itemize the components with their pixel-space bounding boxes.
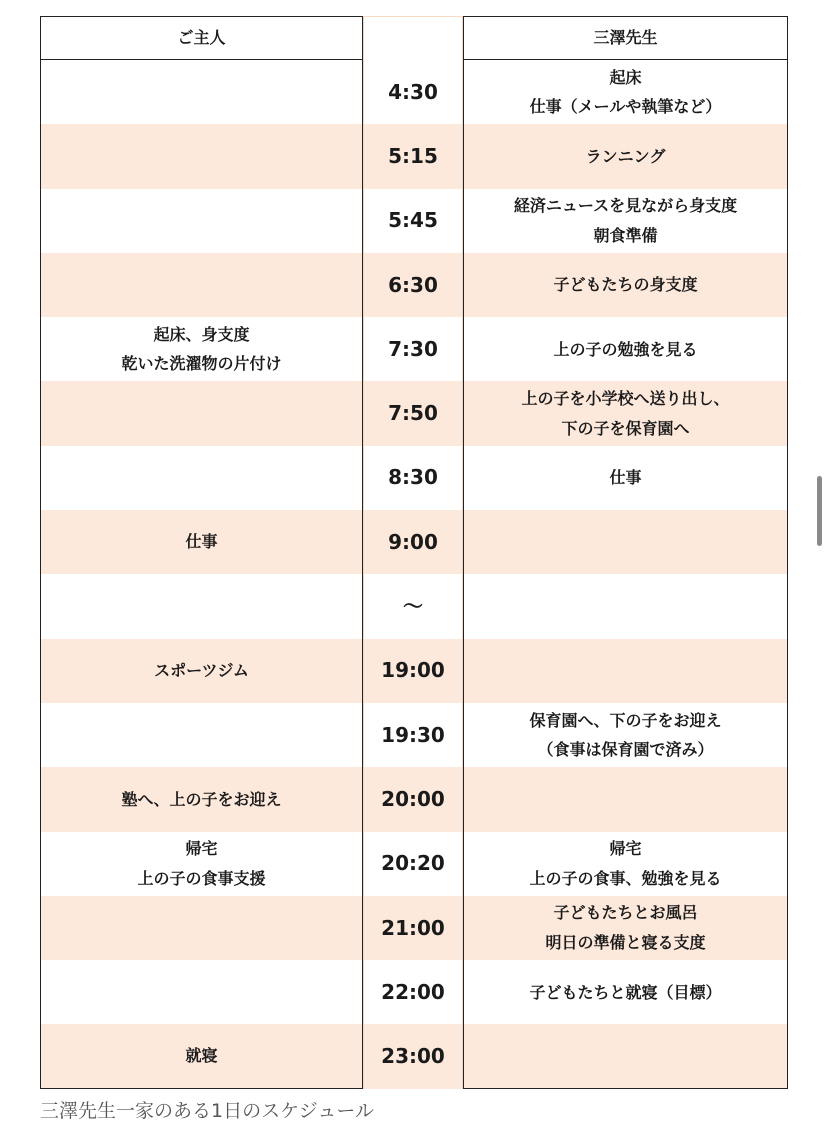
time-cell: 9:00: [363, 510, 463, 574]
figure-caption: 三澤先生一家のある1日のスケジュール: [40, 1100, 374, 1122]
time-cell: 5:15: [363, 124, 463, 188]
teacher-cell: 仕事: [463, 446, 788, 510]
time-cell: 7:30: [363, 317, 463, 381]
teacher-cell: 子どもたちの身支度: [463, 253, 788, 317]
husband-cell: スポーツジム: [40, 639, 363, 703]
schedule-table: [40, 16, 788, 1089]
husband-cell: 塾へ、上の子をお迎え: [40, 767, 363, 831]
time-cell: 19:00: [363, 639, 463, 703]
time-cell: ～: [363, 574, 463, 638]
teacher-cell: 保育園へ、下の子をお迎え （食事は保育園で済み）: [463, 703, 788, 767]
time-cell: 19:30: [363, 703, 463, 767]
teacher-cell: [463, 767, 788, 831]
husband-cell: [40, 960, 363, 1024]
teacher-cell: 子どもたちと就寝（目標）: [463, 960, 788, 1024]
time-cell: 20:00: [363, 767, 463, 831]
time-cell: 22:00: [363, 960, 463, 1024]
husband-cell: 帰宅 上の子の食事支援: [40, 832, 363, 896]
husband-cell: [40, 60, 363, 124]
husband-cell: [40, 896, 363, 960]
time-cell: 21:00: [363, 896, 463, 960]
teacher-cell: 子どもたちとお風呂 明日の準備と寝る支度: [463, 896, 788, 960]
time-cell: 23:00: [363, 1024, 463, 1088]
husband-cell: [40, 446, 363, 510]
time-cell: 8:30: [363, 446, 463, 510]
husband-cell: [40, 189, 363, 253]
teacher-cell: ランニング: [463, 124, 788, 188]
header-time: [363, 16, 463, 60]
husband-cell: [40, 253, 363, 317]
time-cell: 5:45: [363, 189, 463, 253]
teacher-cell: 上の子を小学校へ送り出し、 下の子を保育園へ: [463, 381, 788, 445]
time-cell: 4:30: [363, 60, 463, 124]
husband-cell: [40, 381, 363, 445]
time-cell: 6:30: [363, 253, 463, 317]
teacher-cell: 経済ニュースを見ながら身支度 朝食準備: [463, 189, 788, 253]
husband-cell: 起床、身支度 乾いた洗濯物の片付け: [40, 317, 363, 381]
teacher-cell: 上の子の勉強を見る: [463, 317, 788, 381]
header-husband: ご主人: [40, 16, 363, 60]
teacher-cell: [463, 1024, 788, 1088]
husband-cell: [40, 124, 363, 188]
husband-cell: [40, 703, 363, 767]
teacher-cell: [463, 639, 788, 703]
teacher-cell: 帰宅 上の子の食事、勉強を見る: [463, 832, 788, 896]
time-cell: 20:20: [363, 832, 463, 896]
time-cell: 7:50: [363, 381, 463, 445]
husband-cell: 就寝: [40, 1024, 363, 1088]
husband-cell: [40, 574, 363, 638]
scrollbar-thumb[interactable]: [817, 476, 822, 546]
teacher-cell: [463, 510, 788, 574]
teacher-cell: [463, 574, 788, 638]
teacher-cell: 起床 仕事（メールや執筆など）: [463, 60, 788, 124]
header-teacher: 三澤先生: [463, 16, 788, 60]
husband-cell: 仕事: [40, 510, 363, 574]
